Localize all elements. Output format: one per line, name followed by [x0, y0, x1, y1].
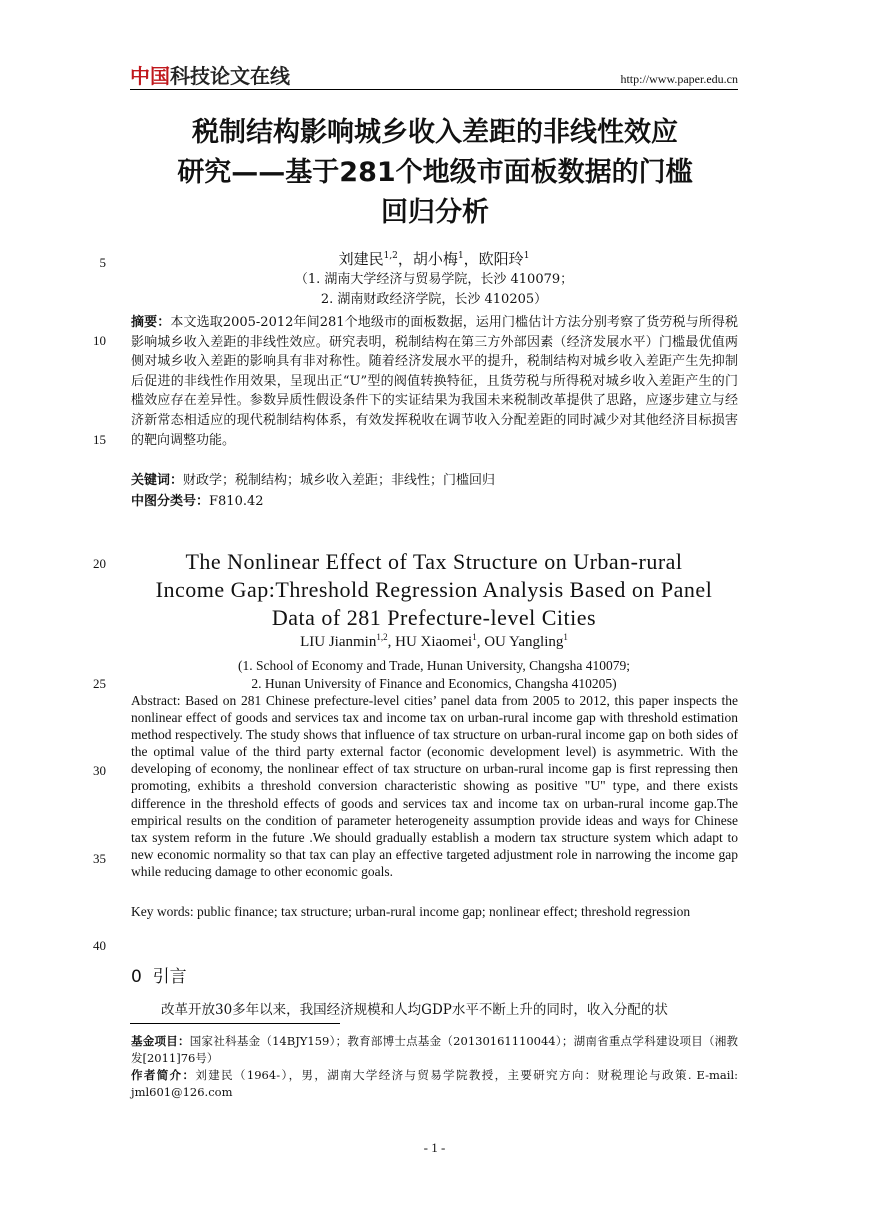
author-cn-3-sup: 1 [523, 251, 530, 261]
keywords-cn [131, 471, 738, 491]
page-number: - 1 - [423, 1140, 446, 1155]
keywords-cn-label: 关键词： [131, 473, 184, 488]
abstract-cn [131, 313, 738, 450]
line-number: 20 [93, 556, 106, 571]
affiliation-en-2: 2. Hunan University of Finance and Economics, Changsha 410205) [251, 676, 617, 691]
abstract-en-text: Based on 281 Chinese prefecture-level cities’ panel data from 2005 to 2012, this paper inspects the nonlinear effect of goods and services tax and income tax on urban-rural income gap with threshold estimation method respectively. The study shows that influence of tax structure on urban-rural income gap on both sides of the optimal value of the third party external factor (economic development level) is asymmetric. With the developing of economy, the nonlinear effect of tax structure on urban-rural income gap is first repressing then promoting, exhibits a threshold conversion characteristic showing as positive "U" type, and there exists difference in the threshold effects of goods and services tax and income tax on urban-rural income gap.The empirical results on the condition of parameter heterogeneity assumption provide ideas and ways for Chinese tax system reform in the future .We should gradually establish a modern tax structure system which adapt to new economic normality so that tax can play an effective targeted adjustment role in narrowing the income gap while reducing damage to other economic goals. [131, 693, 738, 879]
affiliation-cn-2: 2. 湖南财政经济学院，长沙 410205） [320, 292, 548, 307]
section-heading [131, 962, 187, 987]
author-cn-2: ，胡小梅 [397, 250, 458, 268]
author-bio-label: 作者简介： [131, 1068, 196, 1082]
title-en-line1: The Nonlinear Effect of Tax Structure on Urban-rural [185, 549, 683, 574]
author-cn-1: 刘建民 [338, 250, 384, 268]
line-number: 30 [93, 763, 106, 778]
fund-text: 国家社科基金（14BJY159）；教育部博士点基金（20130161110044）；湖南省重点学科建设项目（湘教发[2011]76号） [131, 1034, 738, 1065]
author-en-2-sup: 1 [472, 632, 477, 642]
abstract-en [131, 692, 738, 880]
clc-number [131, 492, 738, 512]
title-cn [120, 113, 750, 233]
section-title: 引言 [152, 967, 187, 987]
author-cn-2-sup: 1 [457, 251, 464, 261]
title-en-line3: Data of 281 Prefecture-level Cities [271, 605, 597, 630]
title-en-line2: Income Gap:Threshold Regression Analysis Based on Panel [155, 577, 713, 602]
line-number: 35 [93, 851, 106, 866]
affiliation-cn-1: （1. 湖南大学经济与贸易学院，长沙 410079； [294, 272, 574, 287]
affiliation-en-1: (1. School of Economy and Trade, Hunan University, Changsha 410079; [237, 658, 631, 673]
site-logo [130, 64, 290, 88]
logo-red-text: 中国 [130, 64, 170, 88]
abstract-en-label: Abstract: [131, 693, 186, 708]
section-number: 0 [131, 967, 142, 987]
header-url: http://www.paper.edu.cn [620, 72, 738, 86]
author-cn-3: ，欧阳玲 [463, 250, 524, 268]
logo-dark-text: 科技论文在线 [170, 64, 290, 88]
line-number: 5 [99, 255, 106, 270]
abstract-cn-label: 摘要： [131, 315, 171, 330]
title-cn-line2: 研究——基于281个地级市面板数据的门槛 [177, 157, 693, 188]
line-number: 25 [93, 676, 106, 691]
intro-paragraph: 改革开放30多年以来，我国经济规模和人均GDP水平不断上升的同时，收入分配的状 [161, 1002, 668, 1018]
keywords-en [131, 903, 738, 920]
author-bio-text: 刘建民（1964-），男，湖南大学经济与贸易学院教授，主要研究方向：财税理论与政策. E-mail: jml601@126.com [131, 1068, 739, 1099]
clc-text: F810.42 [209, 494, 264, 509]
line-number: 10 [93, 333, 106, 348]
header-rule [130, 89, 738, 90]
title-en [130, 548, 738, 632]
clc-label: 中图分类号： [131, 494, 210, 509]
author-en-2: , HU Xiaomei [387, 634, 473, 650]
author-en-1: LIU Jianmin [300, 634, 377, 650]
authors-cn [130, 248, 738, 269]
footnote-author [131, 1067, 738, 1101]
keywords-en-label: Key words: [131, 904, 197, 919]
abstract-cn-text: 本文选取2005-2012年间281个地级市的面板数据，运用门槛估计方法分别考察了货劳税与所得税影响城乡收入差距的非线性效应。研究表明，税制结构在第三方外部因素（经济发展水平）门槛最优值两侧对城乡收入差距的影响具有非对称性。随着经济发展水平的提升，税制结构对城乡收入差距产生先抑制后促进的非线性作用效果，呈现出正“U”型的阀值转换特征，且货劳税与所得税对城乡收入差距产生的门槛效应存在差异性。参数异质性假设条件下的实证结果为我国未来税制改革提供了思路，应逐步建立与经济新常态相适应的现代税制结构体系，有效发挥税收在调节收入分配差距的同时减少对其他经济目标损害的靶向调整功能。 [131, 315, 738, 448]
footnote-fund [131, 1033, 738, 1067]
author-en-3-sup: 1 [563, 632, 568, 642]
author-en-1-sup: 1,2 [376, 632, 388, 642]
title-cn-line3: 回归分析 [381, 197, 489, 228]
author-cn-1-sup: 1,2 [383, 251, 398, 261]
author-en-3: , OU Yangling [476, 634, 564, 650]
footnote-rule [130, 1023, 340, 1024]
fund-label: 基金项目： [131, 1034, 190, 1048]
authors-en [130, 634, 738, 651]
keywords-cn-text: 财政学；税制结构；城乡收入差距；非线性；门槛回归 [183, 473, 496, 488]
line-number: 40 [93, 938, 106, 953]
title-cn-line1: 税制结构影响城乡收入差距的非线性效应 [192, 117, 678, 148]
line-number: 15 [93, 432, 106, 447]
keywords-en-text: public finance; tax structure; urban-rural income gap; nonlinear effect; threshold regression [197, 904, 691, 919]
